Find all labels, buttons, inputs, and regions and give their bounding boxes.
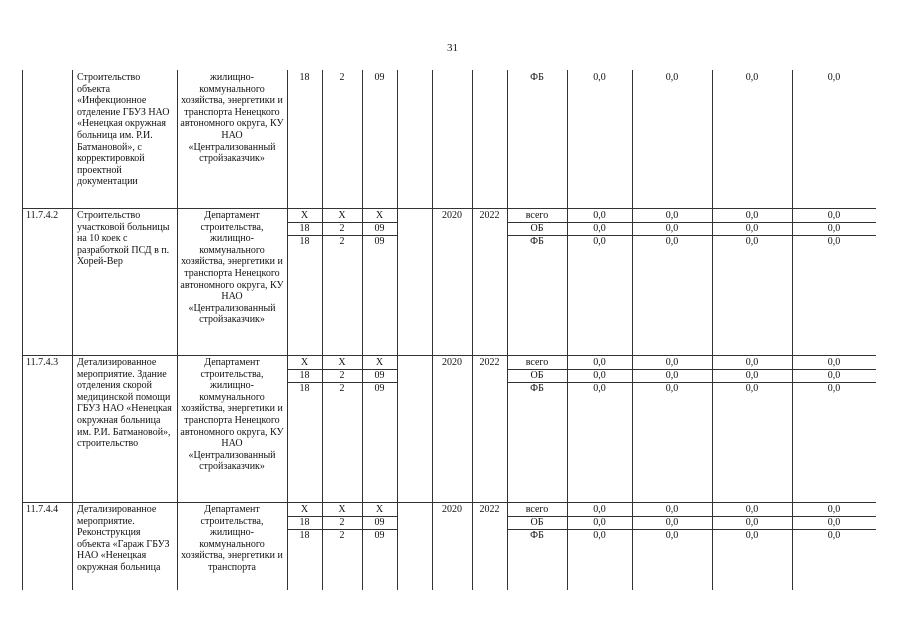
- funding-amount: 0,0: [593, 72, 606, 83]
- funding-amount: 0,0: [827, 236, 841, 247]
- row-number: 11.7.4.2: [26, 210, 59, 221]
- funding-amount: 0,0: [745, 236, 759, 247]
- funding-amount: 0,0: [665, 72, 679, 83]
- funding-amount: 0,0: [745, 370, 759, 381]
- funding-amount: 0,0: [665, 236, 679, 247]
- funding-amount: 0,0: [745, 210, 759, 221]
- funding-amount: 0,0: [745, 223, 759, 234]
- column-divider: [22, 70, 23, 590]
- end-year: 2022: [479, 357, 500, 368]
- start-year: 2020: [442, 504, 462, 515]
- funding-amount: 0,0: [745, 517, 759, 528]
- budget-code: 09: [374, 236, 385, 247]
- executor: жилищно-коммунального хозяйства, энергетики и транспорта Ненецкого автономного округа, КУ НАО «Централизованный стройзаказчик»: [180, 72, 284, 165]
- budget-code: Х: [300, 504, 309, 515]
- funding-amount: 0,0: [827, 517, 841, 528]
- row-number: 11.7.4.3: [26, 357, 59, 368]
- measure-name: Детализированное мероприятие. Реконструкция объекта «Гараж ГБУЗ НАО «Ненецкая окружная больница: [77, 504, 170, 573]
- budget-code: Х: [338, 357, 346, 368]
- column-divider: [177, 70, 178, 590]
- funding-amount: 0,0: [827, 370, 841, 381]
- funding-source: ОБ: [530, 370, 544, 381]
- page-number: 31: [447, 42, 458, 54]
- funding-amount: 0,0: [593, 210, 606, 221]
- funding-amount: 0,0: [593, 357, 606, 368]
- budget-code: 2: [339, 72, 345, 83]
- funding-amount: 0,0: [593, 530, 606, 541]
- budget-code: 18: [299, 236, 310, 247]
- funding-amount: 0,0: [593, 504, 606, 515]
- funding-source: ОБ: [530, 223, 544, 234]
- funding-amount: 0,0: [827, 210, 841, 221]
- funding-amount: 0,0: [745, 504, 759, 515]
- start-year: 2020: [442, 357, 462, 368]
- funding-amount: 0,0: [593, 236, 606, 247]
- row-divider: [22, 355, 876, 356]
- funding-source: ФБ: [530, 236, 544, 247]
- budget-code: 09: [374, 383, 385, 394]
- executor: Департамент строительства, жилищно-коммунального хозяйства, энергетики и транспорта Ненецкого автономного округа, КУ НАО «Централизованный стройзаказчик»: [180, 357, 284, 473]
- budget-code: Х: [375, 357, 384, 368]
- budget-code: 09: [374, 530, 385, 541]
- funding-source: всего: [525, 210, 549, 221]
- funding-amount: 0,0: [593, 517, 606, 528]
- row-number: 11.7.4.4: [26, 504, 59, 515]
- budget-code: 18: [299, 72, 310, 83]
- budget-code: 18: [299, 223, 310, 234]
- funding-amount: 0,0: [827, 223, 841, 234]
- funding-source: ФБ: [530, 72, 544, 83]
- funding-amount: 0,0: [827, 357, 841, 368]
- budget-code: 09: [374, 370, 385, 381]
- budget-code: Х: [338, 210, 346, 221]
- funding-amount: 0,0: [827, 383, 841, 394]
- budget-code: 2: [339, 517, 345, 528]
- budget-code: Х: [300, 210, 309, 221]
- funding-source: ФБ: [530, 530, 544, 541]
- budget-code: 2: [339, 223, 345, 234]
- funding-amount: 0,0: [593, 383, 606, 394]
- funding-amount: 0,0: [745, 383, 759, 394]
- budget-code: Х: [338, 504, 346, 515]
- funding-amount: 0,0: [745, 530, 759, 541]
- budget-code: 18: [299, 530, 310, 541]
- funding-source: ФБ: [530, 383, 544, 394]
- funding-source: всего: [525, 357, 549, 368]
- column-divider: [397, 70, 398, 590]
- budget-code: 18: [299, 383, 310, 394]
- budget-code: 2: [339, 370, 345, 381]
- funding-amount: 0,0: [665, 357, 679, 368]
- funding-source: всего: [525, 504, 549, 515]
- column-divider: [72, 70, 73, 590]
- measure-name: Детализированное мероприятие. Здание отделения скорой медицинской помощи ГБУЗ НАО «Ненецкая окружная больница им. Р.И. Батмановой», строительство: [77, 357, 172, 450]
- funding-source: ОБ: [530, 517, 544, 528]
- budget-code: 09: [374, 517, 385, 528]
- funding-amount: 0,0: [745, 357, 759, 368]
- budget-code: 09: [374, 72, 385, 83]
- funding-amount: 0,0: [665, 223, 679, 234]
- funding-amount: 0,0: [745, 72, 759, 83]
- funding-amount: 0,0: [827, 72, 841, 83]
- funding-amount: 0,0: [665, 210, 679, 221]
- budget-code: 18: [299, 517, 310, 528]
- budget-code: Х: [375, 210, 384, 221]
- budget-code: Х: [300, 357, 309, 368]
- executor: Департамент строительства, жилищно-коммунального хозяйства, энергетики и транспорта: [181, 504, 283, 573]
- funding-amount: 0,0: [665, 504, 679, 515]
- funding-amount: 0,0: [665, 530, 679, 541]
- budget-code: 2: [339, 383, 345, 394]
- funding-amount: 0,0: [665, 383, 679, 394]
- funding-amount: 0,0: [665, 370, 679, 381]
- row-divider: [22, 208, 876, 209]
- budget-code: Х: [375, 504, 384, 515]
- measure-name: Строительство участковой больницы на 10 коек с разработкой ПСД в п. Хорей-Вер: [77, 210, 170, 268]
- funding-amount: 0,0: [827, 530, 841, 541]
- row-divider: [22, 502, 876, 503]
- funding-amount: 0,0: [593, 370, 606, 381]
- end-year: 2022: [479, 210, 500, 221]
- funding-amount: 0,0: [593, 223, 606, 234]
- executor: Департамент строительства, жилищно-коммунального хозяйства, энергетики и транспорта Ненецкого автономного округа, КУ НАО «Централизованный стройзаказчик»: [180, 210, 284, 326]
- budget-code: 2: [339, 236, 345, 247]
- budget-code: 09: [374, 223, 385, 234]
- budget-table: [22, 70, 876, 590]
- end-year: 2022: [479, 504, 500, 515]
- funding-amount: 0,0: [827, 504, 841, 515]
- budget-code: 18: [299, 370, 310, 381]
- funding-amount: 0,0: [665, 517, 679, 528]
- budget-code: 2: [339, 530, 345, 541]
- measure-name: Строительство объекта «Инфекционное отделение ГБУЗ НАО «Ненецкая окружная больница им. Р.И. Батмановой», с корректировкой проектной документации: [77, 72, 170, 188]
- start-year: 2020: [442, 210, 462, 221]
